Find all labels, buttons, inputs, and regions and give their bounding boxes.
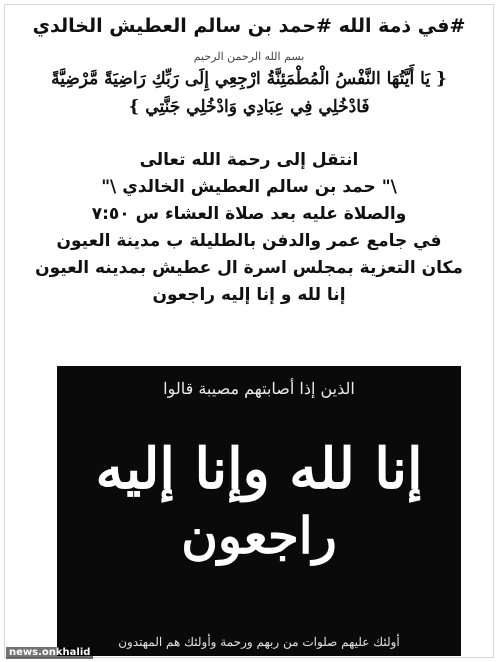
post-title[interactable]: #في ذمة الله #حمد بن سالم العطيش الخالدي [32,15,466,37]
announcement-line-6: إنا لله و إنا إليه راجعون [152,285,346,305]
card-main-text-2: راجعون [181,506,337,565]
card-main-text: إنا لله وإنا إليه [95,436,423,502]
announcement-line-4: في جامع عمر والدفن بالطليلة ب مدينة العيون [56,231,442,251]
post-frame [4,4,494,658]
post-text [15,13,483,309]
basmala: بسم الله الرحمن الرحيم [193,50,305,63]
verse-line-1: { يَا أَيَّتُهَا النَّفْسُ الْمُطْمَئِنَّةُ ارْجِعِي إِلَى رَبِّكِ رَاضِيَةً مَّرْضِيَّةً [51,69,447,89]
card-bottom-text: أولئك عليهم صلوات من ربهم ورحمة وأولئك هم المهتدون [118,635,400,649]
announcement-line-2: \" حمد بن سالم العطيش الخالدي \" [101,177,397,197]
announcement [15,147,483,309]
watermark: news.onkhalid [6,647,93,659]
condolence-card-image[interactable] [57,366,461,656]
card-top-text: الذين إذا أصابتهم مصيبة قالوا [163,379,355,398]
announcement-line-5: مكان التعزية بمجلس اسرة ال عطيش بمدينه العيون [35,258,463,278]
announcement-line-1: انتقل إلى رحمة الله تعالى [139,150,359,170]
announcement-line-3: والصلاة عليه بعد صلاة العشاء س ٧:٥٠ [91,204,407,224]
verse-line-2: فَادْخُلِي فِي عِبَادِي وَادْخُلِي جَنَّتِي } [128,97,370,117]
